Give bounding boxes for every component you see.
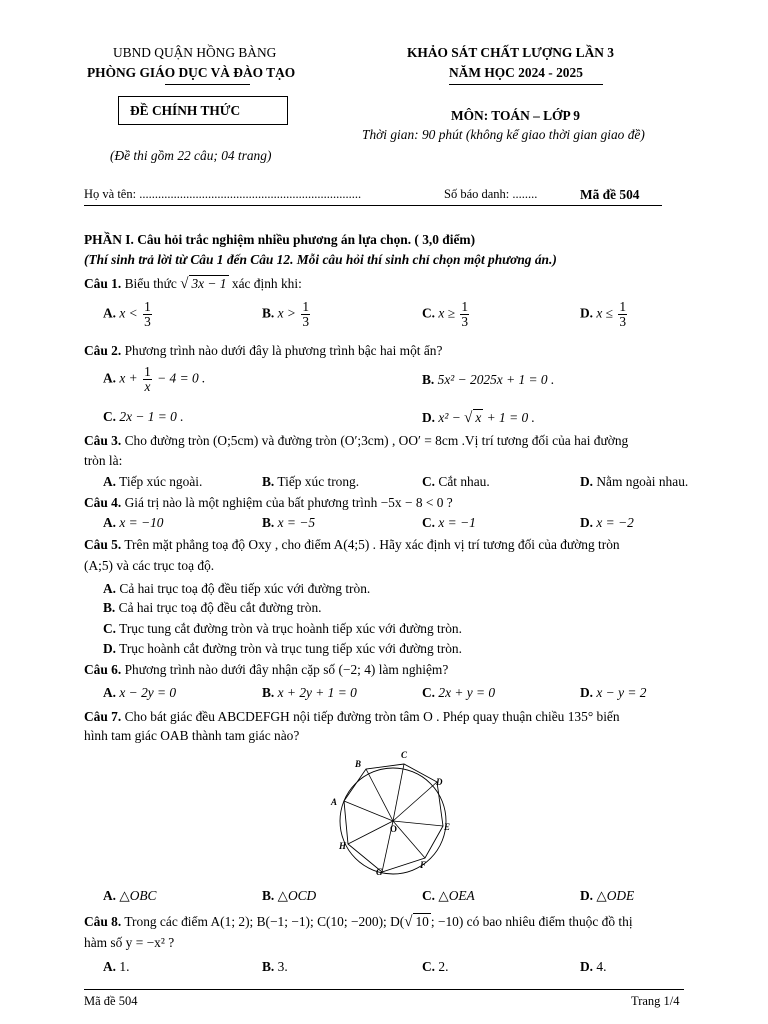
option-key: C. (422, 515, 436, 530)
option-key: B. (103, 600, 116, 615)
question-text: Phương trình nào dưới đây nhận cặp số (−2; 4) làm nghiệm? (124, 662, 449, 677)
exam-title: KHẢO SÁT CHẤT LƯỢNG LẦN 3 (407, 45, 614, 60)
option-key: C. (422, 888, 436, 903)
q1-option-d[interactable] (580, 300, 629, 329)
q1-option-a[interactable] (103, 300, 154, 329)
question-label: Câu 2. (84, 343, 122, 358)
option-key: D. (580, 305, 594, 321)
q4-option-b[interactable] (262, 515, 315, 531)
school-year: NĂM HỌC 2024 - 2025 (449, 65, 583, 80)
option-text: 2x + y = 0 (438, 685, 496, 700)
option-key: B. (262, 305, 275, 321)
question-label: Câu 6. (84, 662, 122, 677)
footer-exam-code: Mã đề 504 (84, 994, 138, 1008)
question-label: Câu 1. (84, 276, 122, 291)
q7-option-d[interactable] (580, 888, 634, 904)
fraction: $\frac{1}{3}$ (461, 299, 469, 330)
option-text: 2x − 1 = 0 . (119, 409, 184, 424)
option-text: Nằm ngoài nhau. (596, 474, 689, 489)
option-key: B. (262, 515, 275, 530)
option-relation: x ≥ (438, 305, 456, 321)
option-text: △OEA (438, 888, 475, 903)
q8-option-a[interactable] (103, 959, 129, 975)
question-7 (84, 709, 620, 725)
question-label: Câu 5. (84, 537, 122, 552)
option-key: D. (580, 959, 594, 974)
option-key: A. (103, 515, 117, 530)
exam-code: Mã đề 504 (580, 187, 640, 202)
q4-option-c[interactable] (422, 515, 476, 531)
question-8-cont: hàm số y = −x² ? (84, 935, 175, 950)
question-5 (84, 537, 620, 553)
option-key: B. (422, 372, 435, 387)
vertex-label-g: G (376, 867, 383, 877)
official-label: ĐỀ CHÍNH THỨC (130, 103, 241, 118)
question-text: Trong các điểm A(1; 2); B(−1; −1); C(10; −200); D( (124, 914, 405, 929)
option-text: x = −10 (119, 515, 164, 530)
sqrt-expression: 3x − 1 (191, 276, 227, 291)
question-label: Câu 8. (84, 914, 122, 929)
option-relation: x ≤ (596, 305, 614, 321)
option-key: D. (580, 685, 594, 700)
q3-option-b[interactable] (262, 474, 359, 490)
sbd-field: Số báo danh: ........ (444, 187, 538, 201)
q2-option-d[interactable] (422, 409, 535, 427)
q4-option-a[interactable] (103, 515, 164, 531)
option-text: Trục tung cắt đường tròn và trục hoành tiếp xúc với đường tròn. (119, 621, 462, 636)
option-key: D. (422, 410, 436, 425)
option-key: D. (580, 474, 594, 489)
question-label: Câu 4. (84, 495, 122, 510)
option-text: x = −5 (277, 515, 316, 530)
q7-option-a[interactable] (103, 888, 156, 904)
footer-page-number: Trang 1/4 (631, 994, 680, 1008)
option-text: 5x² − 2025x + 1 = 0 . (437, 372, 555, 387)
option-text: △ODE (596, 888, 635, 903)
q7-option-c[interactable] (422, 888, 475, 904)
option-text: 3. (277, 959, 288, 974)
vertex-label-b: B (355, 759, 362, 769)
option-text: △OBC (119, 888, 157, 903)
sqrt-expression: 10 (415, 914, 429, 929)
fraction: $\frac{1}{3}$ (144, 299, 151, 330)
option-text: x − y = 2 (596, 685, 647, 700)
q8-option-c[interactable] (422, 959, 448, 975)
q7-option-b[interactable] (262, 888, 316, 904)
option-text: x = −1 (438, 515, 476, 530)
subject-label: MÔN: TOÁN – LỚP 9 (451, 108, 580, 123)
option-text: △OCD (277, 888, 317, 903)
q4-option-d[interactable] (580, 515, 634, 531)
option-key: D. (580, 888, 594, 903)
q3-option-d[interactable] (580, 474, 688, 490)
option-key: B. (262, 888, 275, 903)
name-field: Họ và tên: ....................................................................... (84, 187, 362, 201)
option-key: A. (103, 581, 117, 596)
sqrt-symbol: √ (464, 410, 473, 426)
option-key: B. (262, 685, 275, 700)
q6-option-b[interactable] (262, 685, 357, 701)
footer-rule (84, 989, 684, 990)
option-key: A. (103, 959, 117, 974)
sqrt-expression: x (475, 410, 482, 425)
option-key: D. (580, 515, 594, 530)
vertex-label-a: A (331, 797, 338, 807)
vertex-label-h: H (339, 841, 347, 851)
vertex-label-c: C (401, 750, 408, 760)
option-text: x − 2y = 0 (119, 685, 177, 700)
option-text: x² − (438, 410, 461, 425)
q1-option-b[interactable] (262, 300, 312, 329)
vertex-label-e: E (444, 822, 451, 832)
vertex-label-d: D (436, 777, 443, 787)
year-underline (449, 84, 603, 85)
question-7-cont: hình tam giác OAB thành tam giác nào? (84, 728, 300, 743)
q2-option-b[interactable] (422, 372, 554, 388)
school-district: UBND QUẬN HỒNG BÀNG (113, 45, 277, 60)
q2-option-c[interactable] (103, 409, 184, 425)
option-relation: x > (277, 305, 296, 321)
question-text: Cho đường tròn (O;5cm) và đường tròn (O′;3cm) , OO′ = 8cm .Vị trí tương đối của hai đường (124, 433, 629, 448)
fraction: $\frac{1}{3}$ (619, 299, 627, 330)
option-text: x = −2 (596, 515, 634, 530)
q8-option-d[interactable] (580, 959, 606, 975)
option-text: 2. (438, 959, 449, 974)
option-key: A. (103, 370, 117, 386)
option-text: Cả hai trục toạ độ đều cắt đường tròn. (118, 600, 322, 615)
sqrt-symbol: √ (404, 914, 413, 930)
option-text: Tiếp xúc ngoài. (119, 474, 203, 489)
option-key: B. (262, 959, 275, 974)
part1-note: (Thí sinh trả lời từ Câu 1 đến Câu 12. Mỗi câu hỏi thí sinh chỉ chọn một phương án.) (84, 252, 557, 267)
option-key: C. (103, 409, 117, 424)
question-6 (84, 662, 448, 678)
question-label: Câu 7. (84, 709, 122, 724)
q5-option-a[interactable] (103, 581, 370, 597)
fraction: $\frac{1}{x}$ (144, 364, 151, 395)
question-5-cont: (A;5) và các trục toạ độ. (84, 558, 215, 573)
option-text: Tiếp xúc trong. (277, 474, 360, 489)
q5-option-b[interactable] (103, 600, 322, 616)
center-label-o: O (390, 824, 398, 834)
question-text: ; −10) có bao nhiêu điểm thuộc đồ thị (430, 914, 633, 929)
option-text: + 1 = 0 . (486, 410, 535, 425)
option-key: C. (103, 621, 117, 636)
option-key: B. (262, 474, 275, 489)
department-name: PHÒNG GIÁO DỤC VÀ ĐÀO TẠO (87, 65, 296, 80)
q3-option-a[interactable] (103, 474, 202, 490)
q3-option-c[interactable] (422, 474, 490, 490)
q6-option-a[interactable] (103, 685, 176, 701)
option-text: Cắt nhau. (438, 474, 490, 489)
option-text: x + 2y + 1 = 0 (277, 685, 357, 700)
question-4 (84, 495, 453, 511)
option-text: − 4 = 0 . (157, 370, 206, 386)
option-text: 1. (119, 959, 130, 974)
option-text: Cả hai trục toạ độ đều tiếp xúc với đường tròn. (119, 581, 371, 596)
part1-title: PHẦN I. Câu hỏi trắc nghiệm nhiều phương án lựa chọn. ( 3,0 điểm) (84, 232, 476, 247)
question-label: Câu 3. (84, 433, 122, 448)
option-key: A. (103, 305, 117, 321)
question-text: Phương trình nào dưới đây là phương trình bậc hai một ẩn? (124, 343, 443, 358)
time-label: Thời gian: 90 phút (không kể giao thời gian giao đề) (362, 127, 645, 142)
option-text: Trục hoành cắt đường tròn và trục tung tiếp xúc với đường tròn. (119, 641, 462, 656)
question-text: Trên mặt phẳng toạ độ Oxy , cho điểm A(4;5) . Hãy xác định vị trí tương đối của đường tròn (124, 537, 620, 552)
question-text: xác định khi: (231, 276, 302, 291)
question-text: Giá trị nào là một nghiệm của bất phương trình −5x − 8 < 0 ? (124, 495, 453, 510)
option-key: A. (103, 888, 117, 903)
option-key: C. (422, 959, 436, 974)
option-text: 4. (596, 959, 607, 974)
option-key: A. (103, 474, 117, 489)
question-3-cont: tròn là: (84, 453, 123, 468)
student-line (84, 205, 662, 206)
department-underline (165, 84, 250, 85)
pages-note: (Đề thi gồm 22 câu; 04 trang) (110, 148, 272, 163)
option-relation: x < (119, 305, 138, 321)
q8-option-b[interactable] (262, 959, 288, 975)
option-key: C. (422, 474, 436, 489)
q5-option-c[interactable] (103, 621, 462, 637)
q6-option-d[interactable] (580, 685, 646, 701)
fraction: $\frac{1}{3}$ (302, 299, 310, 330)
question-text: Cho bát giác đều ABCDEFGH nội tiếp đường tròn tâm O . Phép quay thuận chiều 135° biến (124, 709, 620, 724)
q5-option-d[interactable] (103, 641, 462, 657)
question-3 (84, 433, 628, 449)
q6-option-c[interactable] (422, 685, 495, 701)
option-key: C. (422, 305, 436, 321)
question-8 (84, 913, 633, 931)
q2-option-a[interactable] (103, 365, 205, 394)
vertex-label-f: F (420, 860, 427, 870)
question-1 (84, 275, 302, 293)
option-key: D. (103, 641, 117, 656)
question-text: Biểu thức (124, 276, 177, 291)
question-2 (84, 343, 442, 359)
octagon-figure (325, 745, 465, 881)
option-key: A. (103, 685, 117, 700)
option-text: x + (119, 370, 138, 386)
q1-option-c[interactable] (422, 300, 471, 329)
option-key: C. (422, 685, 436, 700)
sqrt-symbol: √ (180, 276, 189, 292)
